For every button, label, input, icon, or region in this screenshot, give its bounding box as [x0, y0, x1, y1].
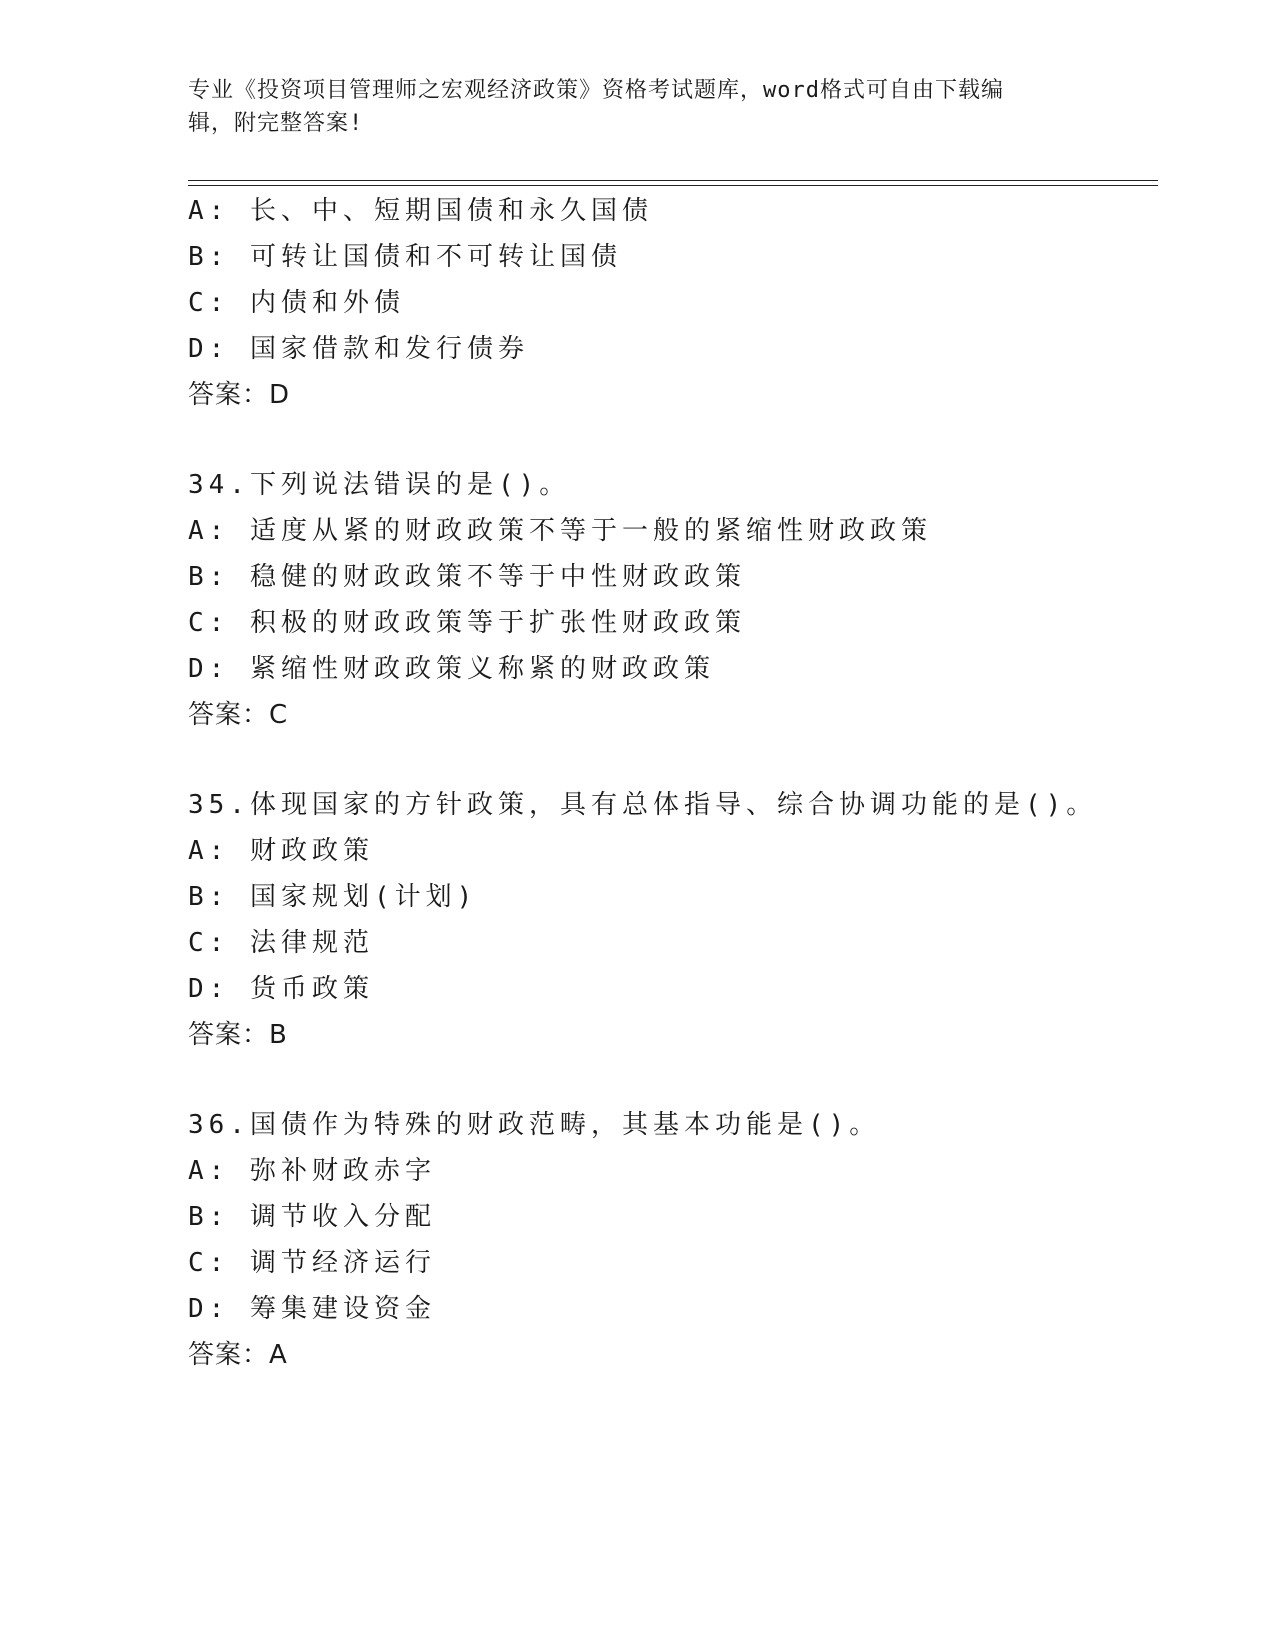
option-d: D: 筹集建设资金 — [188, 1294, 436, 1324]
document-header — [188, 74, 1088, 140]
option-b: B: 调节收入分配 — [188, 1202, 436, 1232]
question-text: 35.体现国家的方针政策，具有总体指导、综合协调功能的是()。 — [188, 790, 1098, 820]
option-a: A: 财政政策 — [188, 836, 374, 866]
option-c: C: 内债和外债 — [188, 288, 405, 318]
question-gap — [188, 418, 1168, 462]
header-divider-bottom — [188, 185, 1158, 186]
question-gap — [188, 1058, 1168, 1102]
header-line-2: 辑，附完整答案! — [188, 111, 364, 136]
option-c: C: 调节经济运行 — [188, 1248, 436, 1278]
answer-line: 答案：C — [188, 700, 289, 730]
option-d: D: 国家借款和发行债券 — [188, 334, 529, 364]
answer-line: 答案：B — [188, 1020, 288, 1050]
question-35-block — [188, 782, 1168, 1058]
option-d: D: 紧缩性财政政策义称紧的财政政策 — [188, 654, 715, 684]
header-divider-top — [188, 180, 1158, 181]
option-a: A: 适度从紧的财政政策不等于一般的紧缩性财政政策 — [188, 516, 932, 546]
question-list — [188, 188, 1168, 1378]
option-d: D: 货币政策 — [188, 974, 374, 1004]
header-line-1: 专业《投资项目管理师之宏观经济政策》资格考试题库，word格式可自由下载编 — [188, 78, 1004, 103]
option-b: B: 国家规划(计划) — [188, 882, 478, 912]
question-gap — [188, 738, 1168, 782]
question-text: 34.下列说法错误的是()。 — [188, 470, 571, 500]
question-text: 36.国债作为特殊的财政范畴，其基本功能是()。 — [188, 1110, 881, 1140]
question-34-block — [188, 462, 1168, 738]
option-b: B: 稳健的财政政策不等于中性财政政策 — [188, 562, 746, 592]
option-c: C: 积极的财政政策等于扩张性财政政策 — [188, 608, 746, 638]
answer-line: 答案：A — [188, 1340, 288, 1370]
answer-line: 答案：D — [188, 380, 291, 410]
question-36-block — [188, 1102, 1168, 1378]
option-c: C: 法律规范 — [188, 928, 374, 958]
option-a: A: 长、中、短期国债和永久国债 — [188, 196, 653, 226]
option-b: B: 可转让国债和不可转让国债 — [188, 242, 622, 272]
question-33-block — [188, 188, 1168, 418]
option-a: A: 弥补财政赤字 — [188, 1156, 436, 1186]
